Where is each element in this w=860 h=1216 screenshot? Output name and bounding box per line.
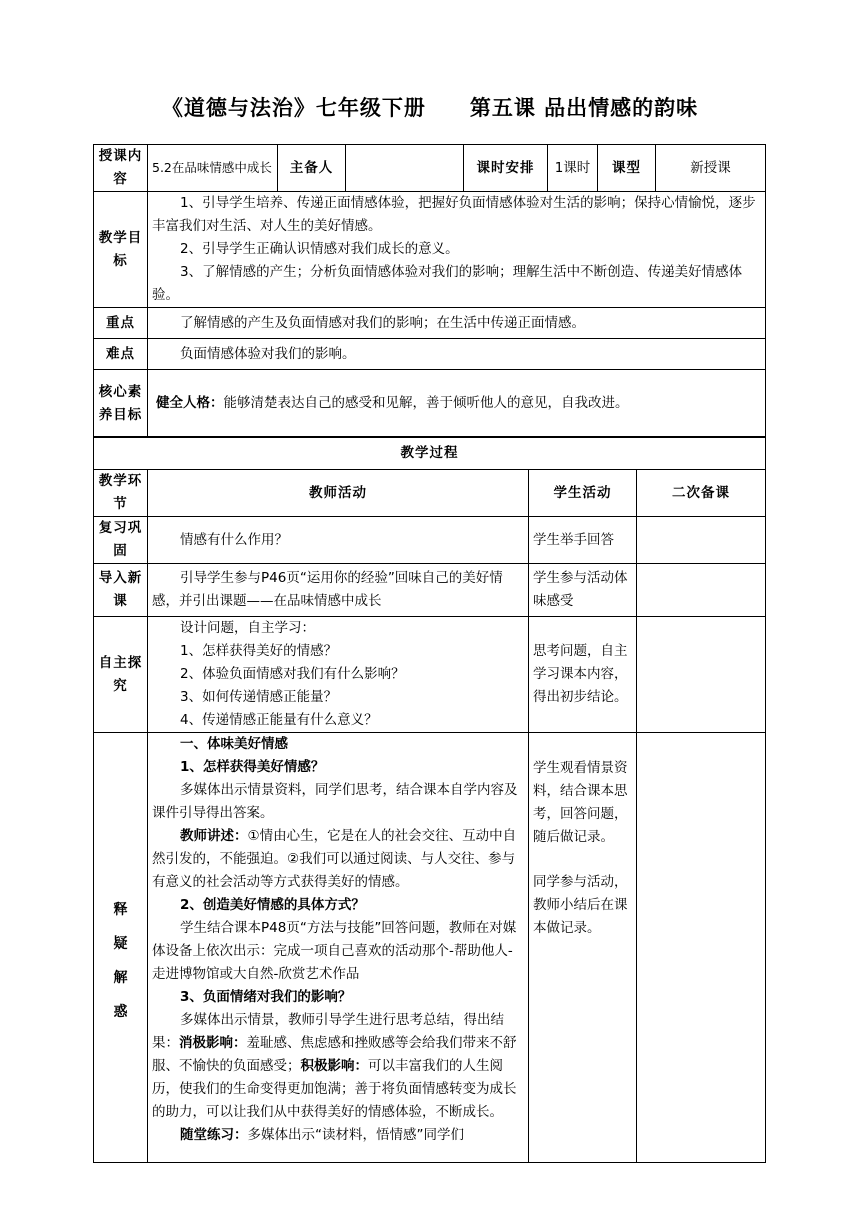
stage-intro: 导入新课 — [94, 564, 148, 617]
label-type: 课型 — [598, 145, 656, 192]
question-heading: 1、怎样获得美好情感？ — [180, 759, 325, 775]
question-heading: 2、创造美好情感的具体方式？ — [180, 897, 365, 913]
label-key-point: 重点 — [94, 308, 148, 339]
intro-student: 学生参与活动体味感受 — [529, 564, 637, 617]
label-goals: 教学目标 — [94, 192, 148, 308]
self-item: 4、传递情感正能量有什么意义？ — [180, 712, 378, 728]
practice-lead: 随堂练习： — [180, 1127, 248, 1143]
self-item: 1、怎样获得美好的情感？ — [180, 643, 338, 659]
student-activity: 学生观看情景资料，结合课本思考，回答问题，随后做记录。 — [533, 760, 628, 845]
section-heading: 一、体味美好情感 — [180, 736, 288, 752]
practice-text: 多媒体出示“读材料，悟情感”同学们 — [247, 1127, 464, 1143]
header-teacher: 教师活动 — [148, 470, 529, 517]
explain-paragraph — [152, 825, 524, 894]
stage-explain-label: 释疑解惑 — [113, 902, 129, 1020]
core-text — [148, 370, 766, 438]
process-title: 教学过程 — [94, 437, 766, 470]
intro-teacher: 引导学生参与P46页“运用你的经验”回味自己的美好情感，并引出课题——在品味情感中成长 — [148, 564, 529, 617]
document-title — [0, 92, 860, 122]
stage-explain — [94, 733, 148, 1163]
influence-intro: 多媒体出示情景，教师引导学生进行思考总结，得出结果： — [152, 1012, 504, 1051]
self-item: 设计问题，自主学习： — [180, 620, 315, 636]
self-item: 2、体验负面情感对我们有什么影响？ — [180, 666, 405, 682]
key-point-text: 了解情感的产生及负面情感对我们的影响；在生活中传递正面情感。 — [148, 308, 766, 339]
review-second — [637, 517, 766, 564]
review-student: 学生举手回答 — [529, 517, 637, 564]
negative-lead: 消极影响： — [179, 1035, 247, 1051]
label-schedule: 课时安排 — [464, 145, 548, 192]
stage-review: 复习巩固 — [94, 517, 148, 564]
content-value: 5.2在品味情感中成长 — [148, 145, 278, 192]
header-stage: 教学环节 — [94, 470, 148, 517]
preparer-value — [346, 145, 464, 192]
schedule-value: 1课时 — [548, 145, 598, 192]
goal-item: 3、了解情感的产生；分析负面情感体验对我们的影响；理解生活中不断创造、传递美好情感体验。 — [152, 264, 743, 303]
positive-text: 可以丰富我们的人生阅历，使我们的生命变得更加饱满；善于将负面情感转变为成长的助力，可以让我们从中获得美好的情感体验，不断成长。 — [152, 1058, 517, 1120]
negative-text: 羞耻感、焦虑感和挫败感等会给我们带来不舒服、不愉快的负面感受； — [152, 1035, 517, 1074]
type-value: 新授课 — [656, 145, 766, 192]
teacher-lecture-text: ①情由心生，它是在人的社会交往、互动中自然引发的，不能强迫。②我们可以通过阅读、与人交往、参与有意义的社会活动等方式获得美好的情感。 — [152, 828, 517, 890]
question-heading: 3、负面情绪对我们的影响？ — [180, 989, 352, 1005]
positive-lead: 积极影响： — [300, 1058, 368, 1074]
explain-student — [529, 733, 637, 1163]
explain-paragraph: 学生结合课本P48页“方法与技能”回答问题，教师在对媒体设备上依次出示：完成一项自己喜欢的活动那个-帮助他人-走进博物馆或大自然-欣赏艺术作品 — [152, 920, 517, 982]
title-lesson: 第五课 品出情感的韵味 — [469, 96, 699, 120]
explain-paragraph — [152, 1124, 524, 1147]
label-difficulty: 难点 — [94, 339, 148, 370]
header-student: 学生活动 — [529, 470, 637, 517]
self-item: 3、如何传递情感正能量？ — [180, 689, 338, 705]
self-teacher — [148, 617, 529, 733]
review-teacher: 情感有什么作用？ — [148, 517, 529, 564]
label-preparer: 主备人 — [278, 145, 346, 192]
self-student: 思考问题，自主学习课本内容，得出初步结论。 — [529, 617, 637, 733]
difficulty-text: 负面情感体验对我们的影响。 — [148, 339, 766, 370]
teacher-lecture-lead: 教师讲述： — [180, 828, 248, 844]
explain-paragraph: 多媒体出示情景资料，同学们思考，结合课本自学内容及课件引导得出答案。 — [152, 782, 518, 821]
explain-teacher — [148, 733, 529, 1163]
student-activity: 同学参与活动，教师小结后在课本做记录。 — [533, 874, 628, 936]
intro-second — [637, 564, 766, 617]
core-body: 能够清楚表达自己的感受和见解，善于倾听他人的意见，自我改进。 — [223, 395, 629, 411]
explain-second — [637, 733, 766, 1163]
label-core: 核心素养目标 — [94, 370, 148, 438]
title-book: 《道德与法治》七年级下册 — [161, 96, 426, 120]
label-content: 授课内容 — [94, 145, 148, 192]
goal-item: 2、引导学生正确认识情感对我们成长的意义。 — [180, 241, 459, 257]
header-second: 二次备课 — [637, 470, 766, 517]
lesson-info-table — [93, 144, 766, 438]
goals-text — [148, 192, 766, 308]
stage-self-study: 自主探究 — [94, 617, 148, 733]
process-table — [93, 436, 766, 1163]
explain-paragraph — [152, 1009, 524, 1124]
self-second — [637, 617, 766, 733]
goal-item: 1、引导学生培养、传递正面情感体验，把握好负面情感体验对生活的影响；保持心情愉悦，逐步丰富我们对生活、对人生的美好情感。 — [152, 195, 756, 234]
core-lead: 健全人格： — [156, 395, 224, 411]
